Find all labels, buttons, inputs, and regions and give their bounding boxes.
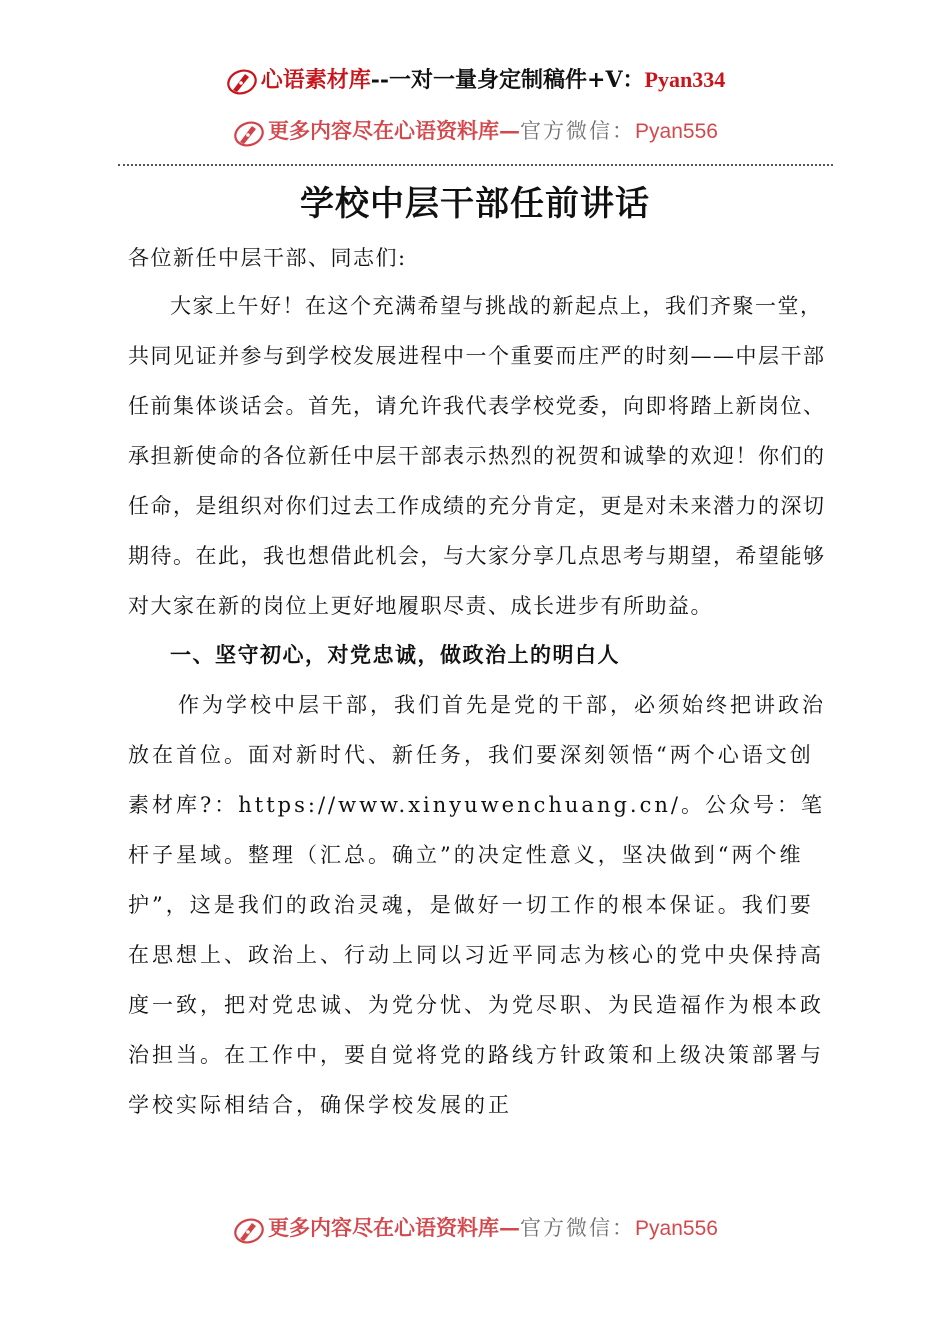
brand-contact-id: Pyan334 (644, 67, 726, 92)
header-promo-line (0, 113, 950, 150)
footer-wechat-label: 官方微信： (520, 1216, 636, 1240)
paragraph-2: 作为学校中层干部，我们首先是党的干部，必须始终把讲政治放在首位。面对新时代、新任务，我们要深刻领悟“两个心语文创素材库?：https://www.xinyuwenchuang.cn/。公众号：笔杆子星域。整理（汇总。确立”的决定性意义，坚决做到“两个维护”，这是我们的政治灵魂，是做好一切工作的根本保证。我们要在思想上、政治上、行动上同以习近平同志为核心的党中央保持高度一致，把对党忠诚、为党分忧、为党尽职、为民造福作为根本政治担当。在工作中，要自觉将党的路线方针政策和上级决策部署与学校实际相结合，确保学校发展的正 (128, 693, 826, 1117)
wechat-id: Pyan556 (635, 120, 718, 143)
footer-promo-text: 更多内容尽在心语资料库— (268, 1215, 521, 1240)
brand-name: 心语素材库 (260, 67, 371, 93)
header-brand-line (0, 62, 950, 99)
brand-tagline: --一对一量身定制稿件+V： (370, 67, 645, 93)
section-heading-1: 一、坚守初心，对党忠诚，做政治上的明白人 (170, 642, 620, 667)
footer-wechat-id: Pyan556 (635, 1217, 718, 1240)
document-title: 学校中层干部任前讲话 (300, 184, 650, 224)
pen-nib-logo-icon (232, 1213, 266, 1247)
promo-text: 更多内容尽在心语资料库— (268, 118, 521, 143)
pen-nib-logo-icon (232, 116, 266, 150)
wechat-label: 官方微信： (520, 119, 636, 143)
salutation: 各位新任中层干部、同志们: (128, 246, 407, 270)
paragraph-1: 大家上午好！在这个充满希望与挑战的新起点上，我们齐聚一堂，共同见证并参与到学校发展进程中一个重要而庄严的时刻——中层干部任前集体谈话会。首先，请允许我代表学校党委，向即将踏上新岗位、承担新使命的各位新任中层干部表示热烈的祝贺和诚挚的欢迎！你们的任命，是组织对你们过去工作成绩的充分肯定，更是对未来潜力的深切期待。在此，我也想借此机会，与大家分享几点思考与期望，希望能够对大家在新的岗位上更好地履职尽责、成长进步有所助益。 (128, 294, 826, 618)
header-divider (118, 164, 833, 166)
pen-nib-logo-icon (225, 64, 259, 98)
footer-promo-line (0, 1210, 950, 1247)
